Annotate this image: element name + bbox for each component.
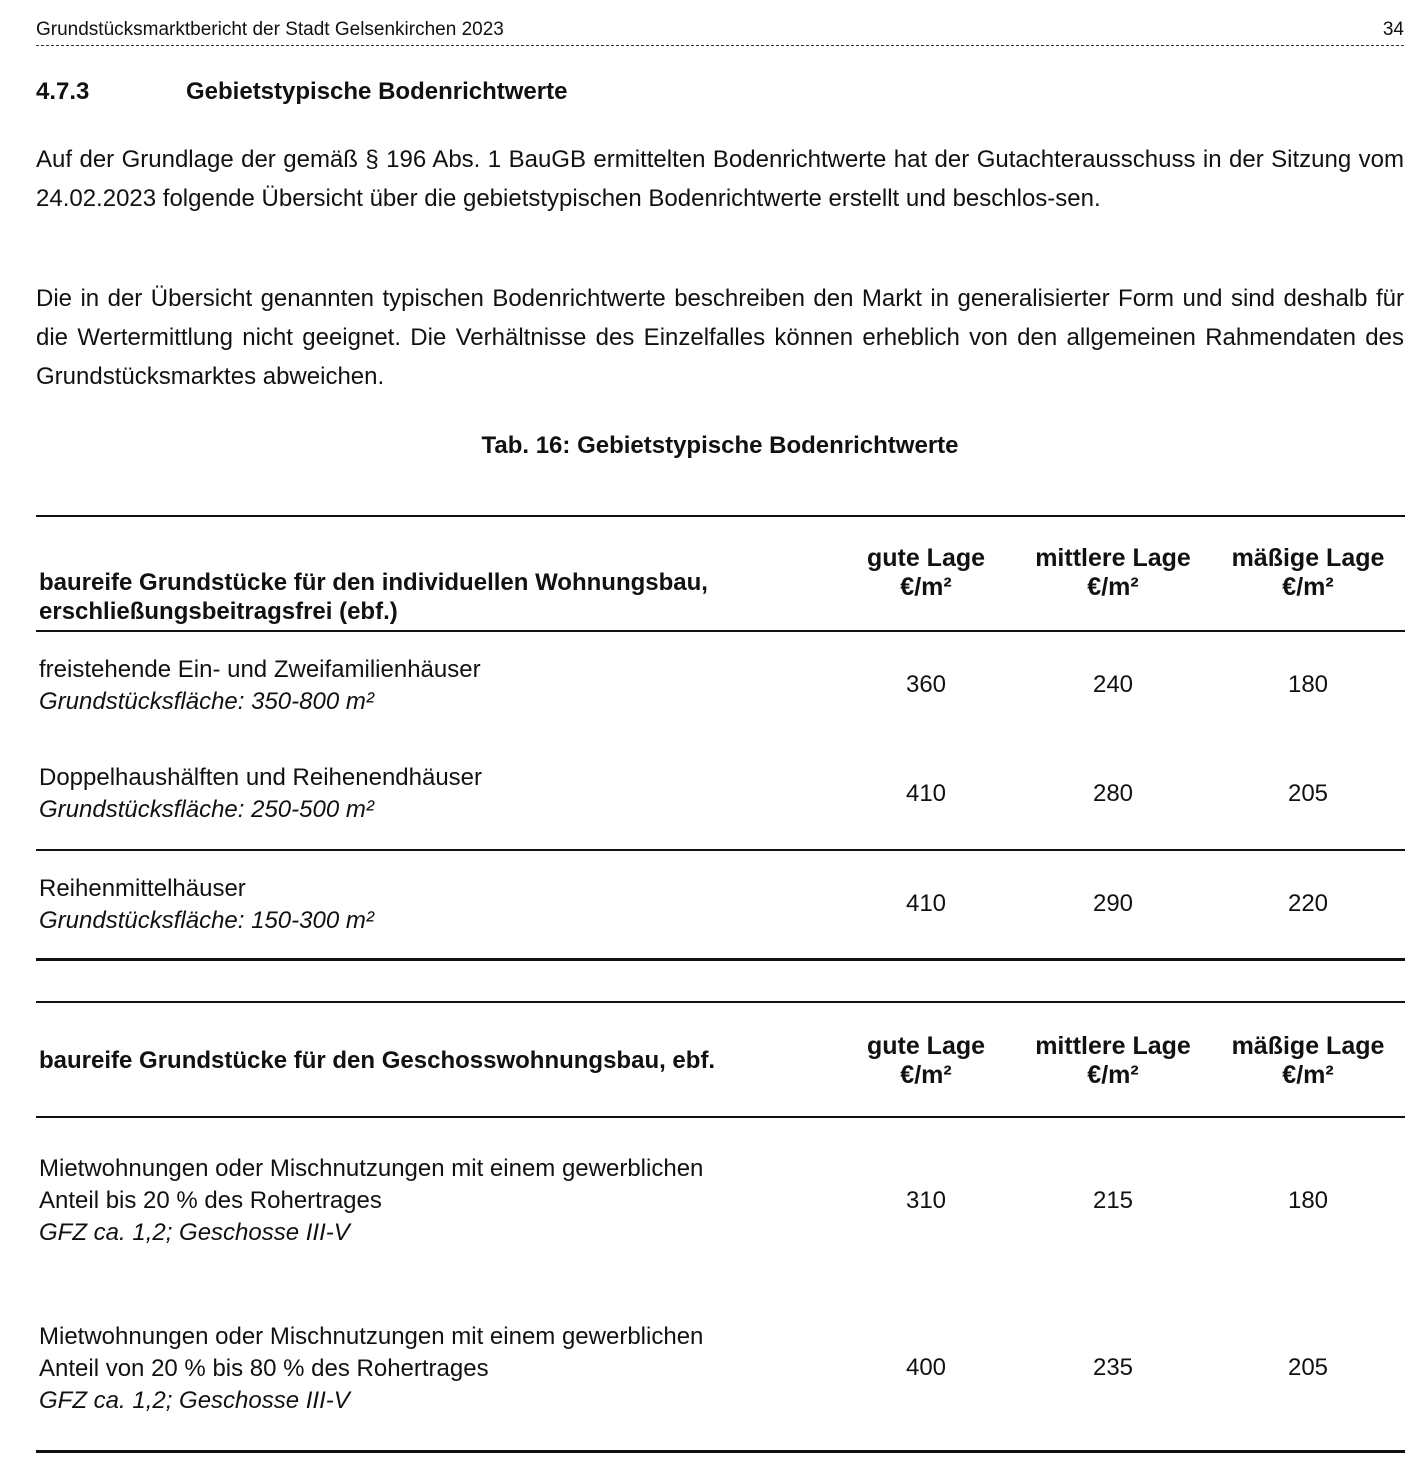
page-header bbox=[36, 19, 1404, 46]
column-header-gute-lage: gute Lage €/m² bbox=[866, 544, 986, 601]
value-cell: 410 bbox=[905, 780, 947, 807]
table-caption: Tab. 16: Gebietstypische Bodenrichtwerte bbox=[481, 432, 959, 459]
section-number: 4.7.3 bbox=[36, 78, 90, 105]
table-rule bbox=[36, 515, 1405, 517]
table-row-label: Mietwohnungen oder Mischnutzungen mit einem gewerblichen Anteil bis 20 % des Rohertrages GFZ ca. 1,2; Geschosse III-V bbox=[39, 1155, 704, 1246]
column-header-mittlere-lage: mittlere Lage €/m² bbox=[1035, 1032, 1191, 1089]
table-row-label: Mietwohnungen oder Mischnutzungen mit einem gewerblichen Anteil von 20 % bis 80 % des Rohertrages GFZ ca. 1,2; Geschosse III-V bbox=[39, 1323, 704, 1414]
value-cell: 290 bbox=[1092, 890, 1134, 917]
column-header-maessige-lage: mäßige Lage €/m² bbox=[1231, 1032, 1385, 1089]
value-cell: 410 bbox=[905, 890, 947, 917]
column-header-mittlere-lage: mittlere Lage €/m² bbox=[1035, 544, 1191, 601]
value-cell: 180 bbox=[1287, 1187, 1329, 1214]
header-title: Grundstücksmarktbericht der Stadt Gelsenkirchen 2023 bbox=[36, 19, 504, 40]
value-cell: 280 bbox=[1092, 780, 1134, 807]
paragraph-1: Auf der Grundlage der gemäß § 196 Abs. 1 BauGB ermittelten Bodenrichtwerte hat der Gutachterausschuss in der Sitzung vom 24.02.2023 folgende Übersicht über die gebietstypischen Bodenrichtwerte erstellt und beschlos-sen. bbox=[36, 146, 1404, 212]
table-row-label: Doppelhaushälften und Reihenendhäuser Grundstücksfläche: 250-500 m² bbox=[39, 764, 483, 823]
table-row-label: freistehende Ein- und Zweifamilienhäuser Grundstücksfläche: 350-800 m² bbox=[39, 656, 481, 715]
table-heading: baureife Grundstücke für den individuellen Wohnungsbau, erschließungsbeitragsfrei (ebf.) bbox=[39, 569, 708, 625]
column-header-maessige-lage: mäßige Lage €/m² bbox=[1231, 544, 1385, 601]
table-rule bbox=[36, 1116, 1405, 1118]
section-heading bbox=[36, 78, 567, 106]
table-rule bbox=[36, 1450, 1405, 1453]
value-cell: 240 bbox=[1092, 671, 1134, 698]
page-number: 34 bbox=[1382, 19, 1404, 40]
value-cell: 205 bbox=[1287, 1354, 1329, 1381]
table-row-label: Reihenmittelhäuser Grundstücksfläche: 150-300 m² bbox=[39, 875, 374, 934]
table-rule bbox=[36, 849, 1405, 851]
value-cell: 400 bbox=[905, 1354, 947, 1381]
table-rule bbox=[36, 958, 1405, 961]
value-cell: 220 bbox=[1287, 890, 1329, 917]
table-rule bbox=[36, 630, 1405, 632]
value-cell: 205 bbox=[1287, 780, 1329, 807]
column-header-gute-lage: gute Lage €/m² bbox=[866, 1032, 986, 1089]
value-cell: 310 bbox=[905, 1187, 947, 1214]
value-cell: 215 bbox=[1092, 1187, 1134, 1214]
value-cell: 360 bbox=[905, 671, 947, 698]
section-title: Gebietstypische Bodenrichtwerte bbox=[186, 78, 568, 105]
paragraph-2: Die in der Übersicht genannten typischen Bodenrichtwerte beschreiben den Markt in generalisierter Form und sind deshalb für die Wertermittlung nicht geeignet. Die Verhältnisse des Einzelfalles können erheblich von den allgemeinen Rahmendaten des Grundstücksmarktes abweichen. bbox=[36, 285, 1404, 390]
table-heading: baureife Grundstücke für den Geschosswohnungsbau, ebf. bbox=[39, 1047, 716, 1074]
value-cell: 235 bbox=[1092, 1354, 1134, 1381]
value-cell: 180 bbox=[1287, 671, 1329, 698]
table-rule bbox=[36, 1001, 1405, 1003]
